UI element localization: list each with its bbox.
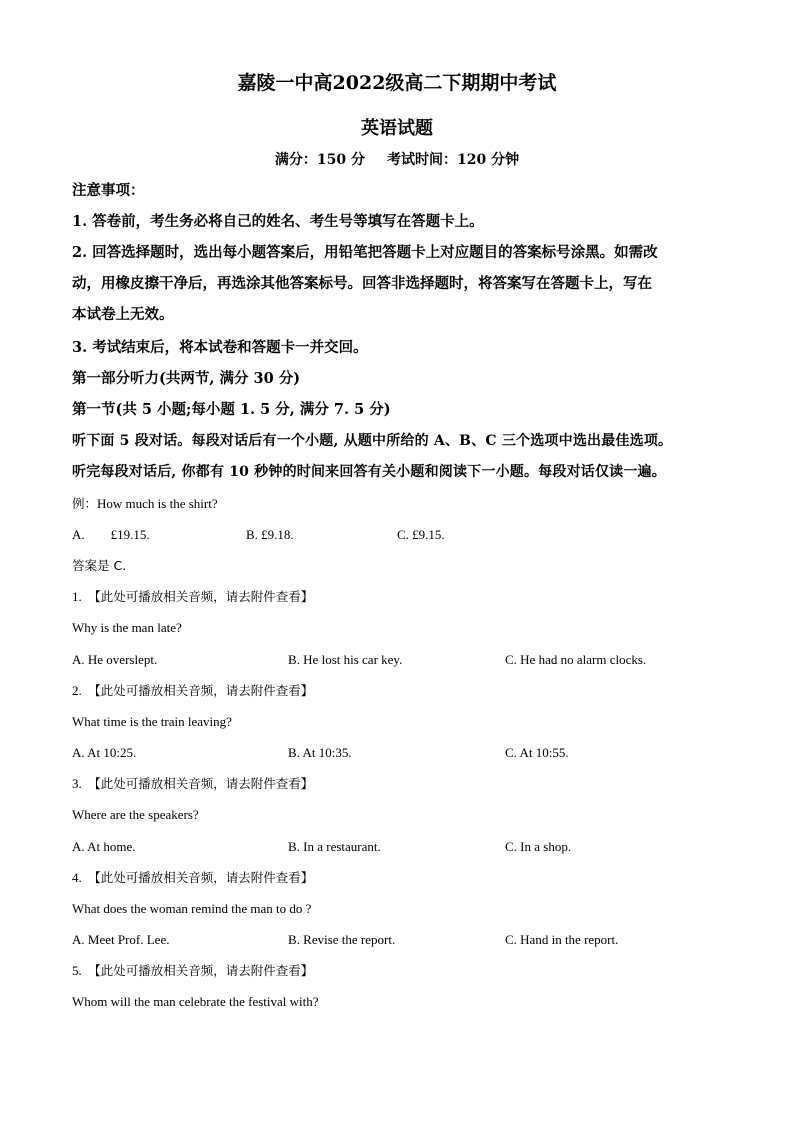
part1-heading: 第一部分听力(共两节, 满分 30 分)	[72, 370, 301, 387]
note-item-2-line-1: 2. 回答选择题时，选出每小题答案后，用铅笔把答题卡上对应题目的答案标号涂黑。如需改	[72, 244, 658, 261]
instructions-line-1: 听下面 5 段对话。每段对话后有一个小题, 从题中所给的 A、B、C 三个选项中选出最佳选项。	[72, 433, 673, 449]
full-marks: 满分：150 分	[274, 152, 365, 168]
note-item-2-line-2: 动，用橡皮擦干净后，再选涂其他答案标号。回答非选择题时，将答案写在答题卡上，写在	[72, 275, 652, 292]
question-number: 5.	[72, 963, 82, 978]
example-prompt	[72, 495, 218, 513]
question-2-audio	[72, 682, 313, 700]
question-number: 1.	[72, 589, 82, 604]
exam-title: 嘉陵一中高2022级高二下期期中考试	[237, 72, 557, 94]
question-4-stem: What does the woman remind the man to do ?	[72, 901, 312, 916]
question-number: 3.	[72, 776, 82, 791]
question-1-audio	[72, 588, 313, 606]
note-item-1: 1. 答卷前，考生务必将自己的姓名、考生号等填写在答题卡上。	[72, 213, 484, 230]
question-1-option-b: B. He lost his car key.	[288, 652, 403, 667]
question-2-option-b: B. At 10:35.	[288, 745, 352, 760]
question-number: 2.	[72, 683, 82, 698]
audio-note: 【此处可播放相关音频，请去附件查看】	[88, 870, 314, 885]
exam-subject: 英语试题	[361, 118, 433, 139]
example-prefix: 例：	[72, 496, 98, 511]
question-3-option-a: A. At home.	[72, 839, 136, 854]
question-3-option-c: C. In a shop.	[505, 839, 572, 854]
question-1-option-c: C. He had no alarm clocks.	[505, 652, 647, 667]
note-item-3: 3. 考试结束后，将本试卷和答题卡一并交回。	[72, 339, 368, 356]
question-2-option-c: C. At 10:55.	[505, 745, 569, 760]
audio-note: 【此处可播放相关音频，请去附件查看】	[88, 589, 314, 604]
section1-heading: 第一节(共 5 小题;每小题 1. 5 分, 满分 7. 5 分)	[72, 401, 391, 418]
question-1-stem: Why is the man late?	[72, 620, 182, 635]
example-option-c: C. £9.15.	[397, 527, 445, 542]
note-item-2-line-3: 本试卷上无效。	[72, 306, 174, 323]
question-number: 4.	[72, 870, 82, 885]
audio-note: 【此处可播放相关音频，请去附件查看】	[88, 683, 314, 698]
question-3-stem: Where are the speakers?	[72, 807, 199, 822]
audio-note: 【此处可播放相关音频，请去附件查看】	[88, 776, 314, 791]
question-2-stem: What time is the train leaving?	[72, 714, 232, 729]
example-option-b: B. £9.18.	[246, 527, 294, 542]
question-4-option-c: C. Hand in the report.	[505, 932, 619, 947]
example-stem: How much is the shirt?	[97, 496, 218, 511]
example-option-a: A. £19.15.	[72, 527, 150, 542]
question-3-audio	[72, 775, 313, 793]
question-2-option-a: A. At 10:25.	[72, 745, 137, 760]
exam-time: 考试时间：120 分钟	[387, 152, 520, 168]
question-4-option-b: B. Revise the report.	[288, 932, 396, 947]
question-3-option-b: B. In a restaurant.	[288, 839, 381, 854]
exam-meta	[0, 149, 794, 169]
question-1-option-a: A. He overslept.	[72, 652, 158, 667]
audio-note: 【此处可播放相关音频，请去附件查看】	[88, 963, 314, 978]
question-5-audio	[72, 962, 313, 980]
example-answer: 答案是 C.	[72, 558, 127, 573]
notes-heading: 注意事项：	[72, 182, 145, 199]
question-5-stem: Whom will the man celebrate the festival with?	[72, 994, 319, 1009]
instructions-line-2: 听完每段对话后, 你都有 10 秒钟的时间来回答有关小题和阅读下一小题。每段对话仅读一遍。	[72, 464, 666, 480]
question-4-audio	[72, 869, 313, 887]
question-4-option-a: A. Meet Prof. Lee.	[72, 932, 170, 947]
